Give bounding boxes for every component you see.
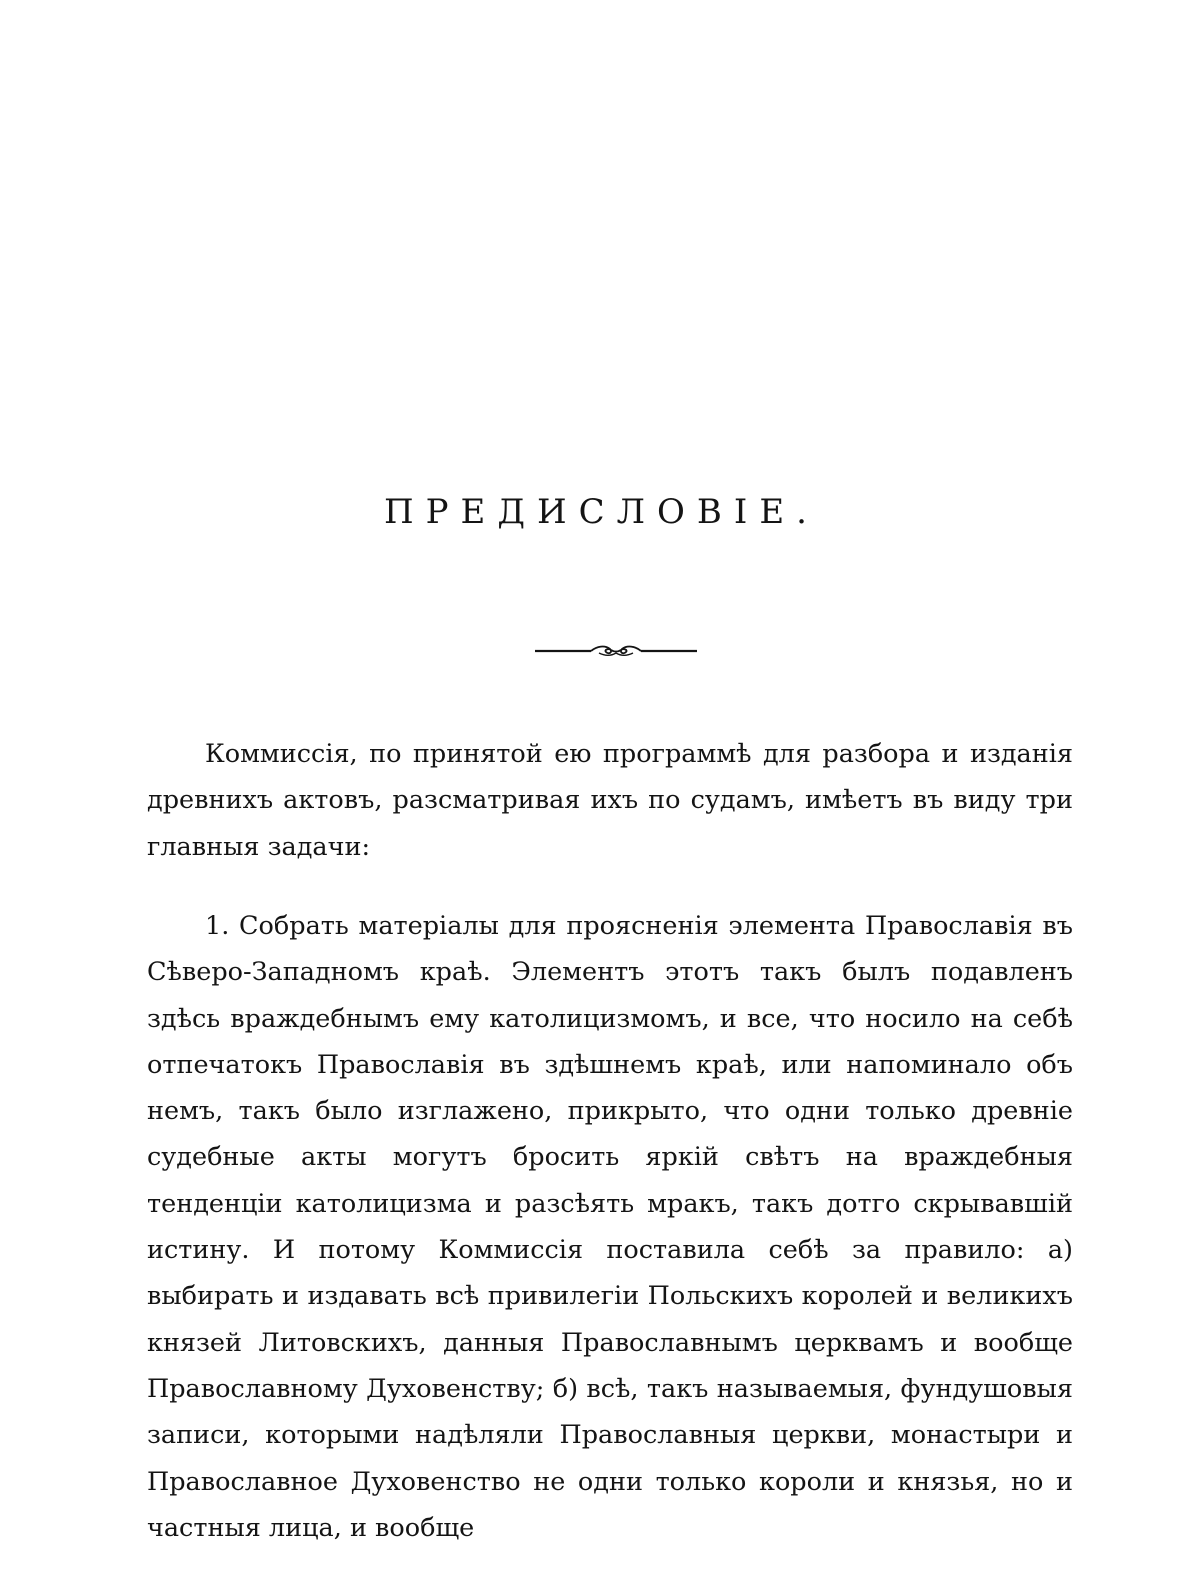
ornament-divider-icon [535, 640, 697, 662]
paragraph-text: 1. Собрать матеріалы для проясненія элемента Православія въ Сѣверо-Западномъ краѣ. Элементъ этотъ такъ былъ подавленъ здѣсь враждебнымъ ему католицизмомъ, и все, что носило на себѣ отпечатокъ Православія въ здѣшнемъ краѣ, или напоминало объ немъ, такъ было изглажено, прикрыто, что одни только древніе судебные акты могутъ бросить яркій свѣтъ на враждебныя тенденціи католицизма и разсѣять мракъ, такъ дотго скрывавшій истину. И потому Коммиссія поставила себѣ за правило: а) выбирать и издавать всѣ привилегіи Польскихъ королей и великихъ князей Литовскихъ, данныя Православнымъ церквамъ и вообще Православному Духовенству; б) всѣ, такъ называемыя, фундушовыя записи, которыми надѣляли Православныя церкви, монастыри и Православное Духовенство не одни только короли и князья, но и частныя лица, и вообще [147, 911, 1073, 1543]
page-title: ПРЕДИСЛОВІЕ. [384, 492, 819, 532]
numbered-paragraph [147, 903, 1073, 1551]
paragraph-text: Коммиссія, по принятой ею программѣ для разбора и изданія древнихъ актовъ, разсматривая ихъ по судамъ, имѣетъ въ виду три главныя задачи: [147, 739, 1073, 862]
intro-paragraph [147, 731, 1073, 870]
